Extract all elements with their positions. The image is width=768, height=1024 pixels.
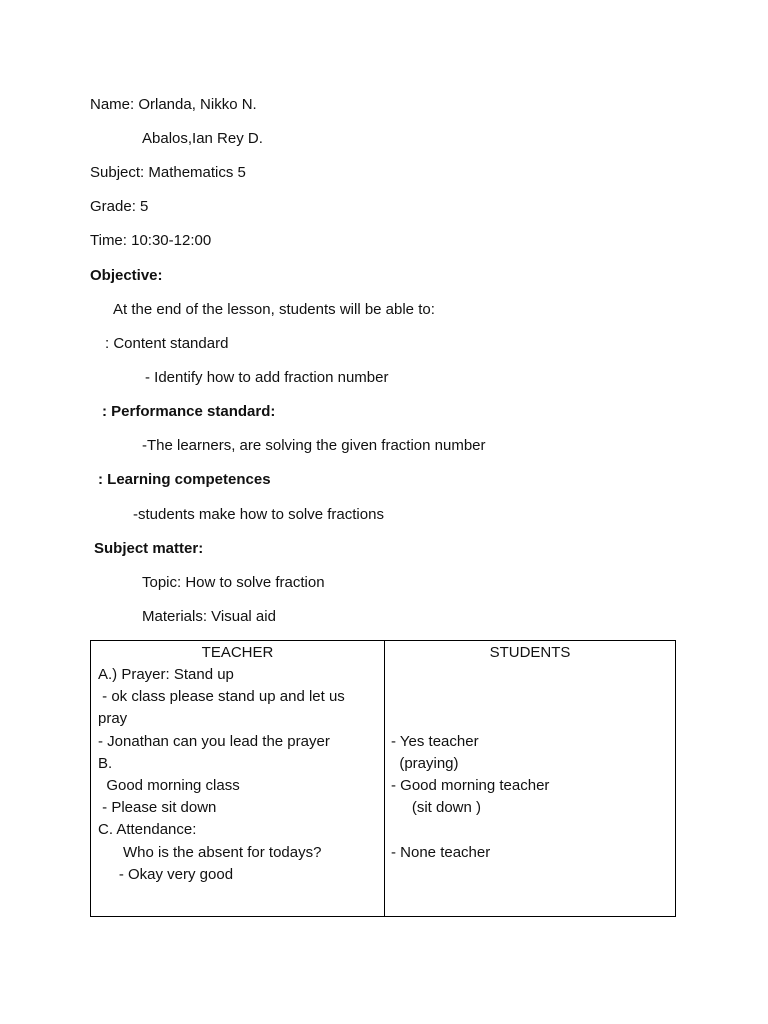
student-line: - Yes teacher <box>391 733 479 750</box>
grade-line: Grade: 5 <box>90 198 149 215</box>
teacher-line: Good morning class <box>98 777 240 794</box>
learning-competences-item: -students make how to solve fractions <box>133 506 384 523</box>
student-line: (praying) <box>391 755 459 772</box>
students-column <box>385 641 675 916</box>
student-line: (sit down ) <box>391 799 482 816</box>
objective-heading: Objective: <box>90 267 163 284</box>
materials-line: Materials: Visual aid <box>142 608 276 625</box>
name-line-2: Abalos,Ian Rey D. <box>142 130 263 147</box>
teacher-line: - Please sit down <box>98 799 217 816</box>
lesson-table <box>90 640 676 917</box>
teacher-column <box>91 641 384 916</box>
teacher-line: B. <box>98 755 113 772</box>
students-header: STUDENTS <box>489 644 571 661</box>
objective-intro: At the end of the lesson, students will be able to: <box>113 301 435 318</box>
performance-standard-label: : Performance standard: <box>102 403 276 420</box>
teacher-line: - Jonathan can you lead the prayer <box>98 733 330 750</box>
student-line: - Good morning teacher <box>391 777 550 794</box>
time-line: Time: 10:30-12:00 <box>90 232 212 249</box>
content-standard-label: : Content standard <box>105 335 229 352</box>
teacher-line: - ok class please stand up and let us <box>98 688 345 705</box>
learning-competences-label: : Learning competences <box>98 471 271 488</box>
name-line: Name: Orlanda, Nikko N. <box>90 96 257 113</box>
subject-matter-heading: Subject matter: <box>94 540 204 557</box>
topic-line: Topic: How to solve fraction <box>142 574 325 591</box>
student-line: - None teacher <box>391 844 491 861</box>
performance-standard-item: -The learners, are solving the given fraction number <box>142 437 486 454</box>
content-standard-item: - Identify how to add fraction number <box>145 369 389 386</box>
teacher-line: pray <box>98 710 128 727</box>
teacher-line: - Okay very good <box>98 866 234 883</box>
teacher-line: A.) Prayer: Stand up <box>98 666 234 683</box>
teacher-line: C. Attendance: <box>98 821 197 838</box>
subject-line: Subject: Mathematics 5 <box>90 164 246 181</box>
teacher-line: Who is the absent for todays? <box>98 844 322 861</box>
teacher-header: TEACHER <box>201 644 274 661</box>
